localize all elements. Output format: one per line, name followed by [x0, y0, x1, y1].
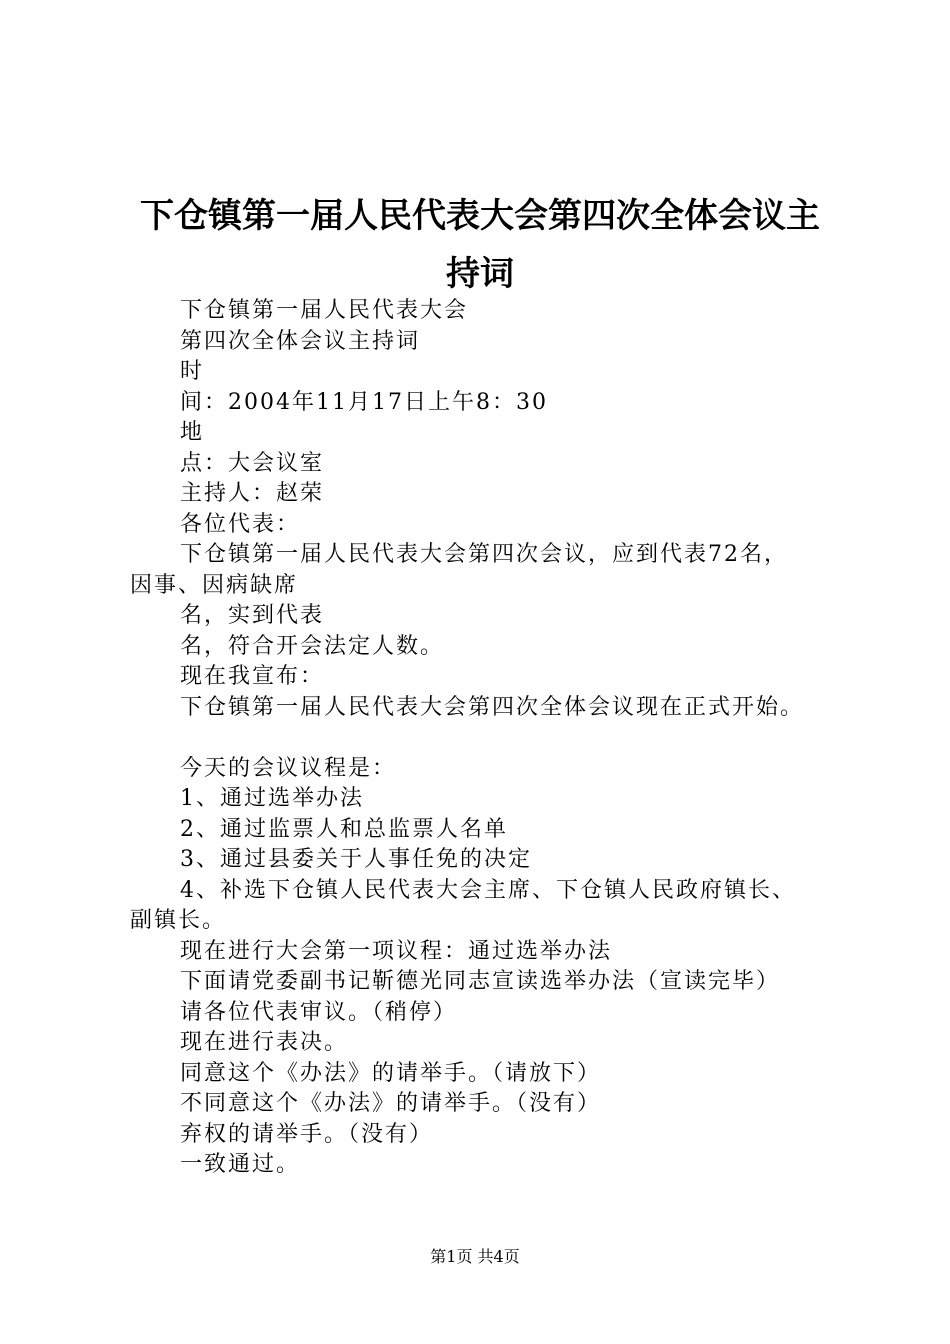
agenda-item: 3、通过县委关于人事任免的决定	[180, 847, 532, 872]
paragraph-line: 一致通过。	[180, 1152, 301, 1177]
agenda-item: 2、通过监票人和总监票人名单	[180, 816, 508, 842]
paragraph-line: 请各位代表审议。（稍停）	[180, 999, 458, 1025]
paragraph-line: 同意这个《办法》的请举手。（请放下）	[180, 1060, 602, 1086]
paragraph-line: 第四次全体会议主持词	[180, 328, 421, 354]
page-number-footer: 第1页 共4页	[430, 1247, 520, 1266]
document-body	[130, 296, 850, 1181]
paragraph-line: 点：大会议室	[180, 450, 325, 476]
paragraph-line: 现在进行大会第一项议程：通过选举办法	[180, 938, 613, 964]
paragraph-line: 地	[180, 420, 205, 445]
paragraph-line: 主持人：赵荣	[180, 481, 325, 506]
paragraph-line: 下仓镇第一届人民代表大会第四次全体会议现在正式开始。	[180, 694, 805, 720]
paragraph-line: 弃权的请举手。（没有）	[180, 1121, 434, 1147]
document-title-line-2: 持词	[446, 254, 514, 294]
paragraph-line: 时	[180, 359, 205, 384]
paragraph-line: 不同意这个《办法》的请举手。（没有）	[180, 1091, 602, 1116]
paragraph-line: 下仓镇第一届人民代表大会第四次会议，应到代表72名，	[180, 542, 788, 567]
paragraph-line: 间：2004年11月17日上午8：30	[180, 389, 548, 415]
document-title-line-1: 下仓镇第一届人民代表大会第四次全体会议主	[140, 196, 820, 236]
paragraph-line: 各位代表：	[180, 511, 301, 537]
blank-line	[130, 723, 850, 754]
agenda-item: 4、补选下仓镇人民代表大会主席、下仓镇人民政府镇长、	[180, 877, 796, 903]
paragraph-line: 下面请党委副书记靳德光同志宣读选举办法（宣读完毕）	[180, 969, 781, 994]
agenda-item: 1、通过选举办法	[180, 786, 364, 811]
paragraph-line: 名，符合开会法定人数。	[180, 633, 445, 659]
paragraph-line: 今天的会议议程是：	[180, 755, 397, 781]
paragraph-line: 因事、因病缺席	[130, 572, 299, 598]
paragraph-line: 现在我宣布：	[180, 664, 325, 689]
paragraph-line: 名，实到代表	[180, 603, 325, 628]
paragraph-line: 下仓镇第一届人民代表大会	[180, 298, 469, 323]
agenda-item-continuation: 副镇长。	[130, 908, 227, 933]
paragraph-line: 现在进行表决。	[180, 1030, 349, 1055]
